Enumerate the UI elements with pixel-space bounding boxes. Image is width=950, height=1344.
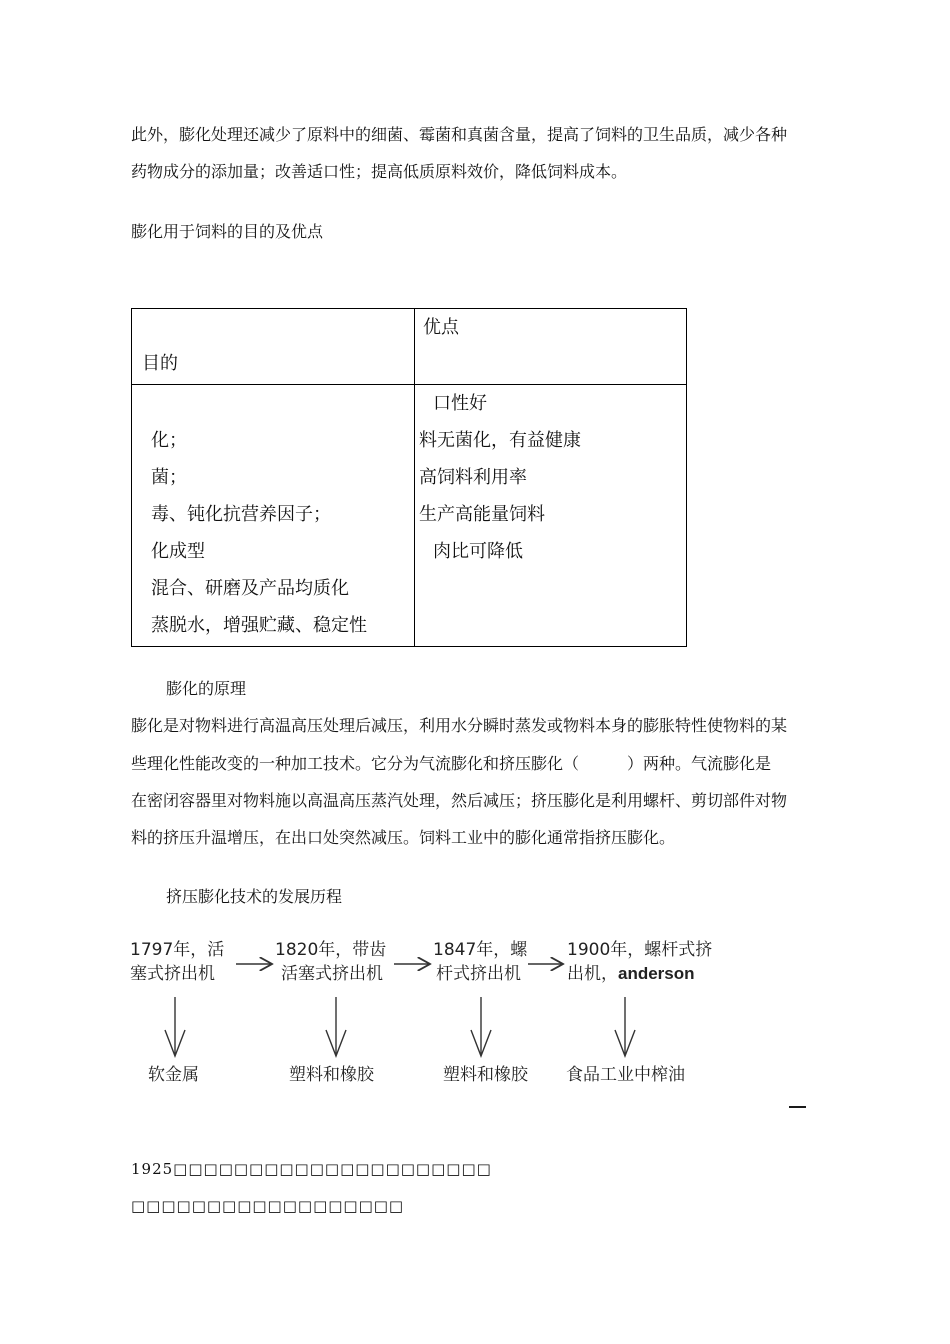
advantage-item: 口性好 — [433, 393, 487, 414]
paragraph-2-line-4: 料的挤压升温增压，在出口处突然减压。饲料工业中的膨化通常指挤压膨化。 — [131, 828, 676, 847]
purpose-item: 混合、研磨及产品均质化 — [151, 578, 349, 599]
paragraph-2-line-3: 在密闭容器里对物料施以高温高压蒸汽处理，然后减压；挤压膨化是利用螺杆、剪切部件对物 — [131, 791, 788, 810]
timeline-stage-1-year: 1797年，活 — [130, 940, 225, 960]
advantage-item: 生产高能量饲料 — [419, 504, 545, 525]
section-heading-history: 挤压膨化技术的发展历程 — [166, 887, 343, 906]
purpose-item: 化； — [151, 430, 187, 451]
footer-line-2: □□□□□□□□□□□□□□□□□□ — [131, 1197, 405, 1215]
timeline-stage-4-name — [567, 962, 695, 986]
section-heading-principle: 膨化的原理 — [166, 679, 247, 698]
advantage-item: 高饲料利用率 — [419, 467, 527, 488]
purpose-item: 菌； — [151, 467, 187, 488]
timeline-stage-4-use: 食品工业中榨油 — [566, 1065, 685, 1085]
timeline-stage-4-name-cn: 出机， — [567, 964, 618, 984]
advantage-item: 肉比可降低 — [433, 541, 523, 562]
timeline-stage-2-year: 1820年，带齿 — [275, 940, 387, 960]
footer-line-1: 1925□□□□□□□□□□□□□□□□□□□□□ — [131, 1160, 492, 1178]
timeline-stage-3-year: 1847年，螺 — [433, 940, 528, 960]
timeline-stage-1-use: 软金属 — [148, 1065, 199, 1085]
table-header-purpose: 目的 — [142, 353, 178, 374]
purpose-item: 蒸脱水，增强贮藏、稳定性 — [151, 615, 367, 636]
paragraph-1-line-2: 药物成分的添加量；改善适口性；提高低质原料效价，降低饲料成本。 — [131, 162, 628, 181]
page-dash-mark — [789, 1106, 806, 1108]
timeline-stage-3-use: 塑料和橡胶 — [443, 1065, 528, 1085]
timeline-stage-1-name: 塞式挤出机 — [130, 964, 215, 984]
timeline-stage-2-use: 塑料和橡胶 — [289, 1065, 374, 1085]
paragraph-1-line-1: 此外，膨化处理还减少了原料中的细菌、霉菌和真菌含量，提高了饲料的卫生品质，减少各种 — [131, 125, 788, 144]
table-header-advantage: 优点 — [423, 317, 459, 338]
paragraph-2-line-1: 膨化是对物料进行高温高压处理后减压，利用水分瞬时蒸发或物料本身的膨胀特性使物料的某 — [131, 716, 788, 735]
section-heading-purpose: 膨化用于饲料的目的及优点 — [131, 222, 324, 241]
purpose-item: 毒、钝化抗营养因子； — [151, 504, 331, 525]
timeline-stage-4-name-latin: anderson — [618, 964, 695, 983]
timeline-stage-4-year: 1900年，螺杆式挤 — [567, 940, 713, 960]
paragraph-2-line-2: 些理化性能改变的一种加工技术。它分为气流膨化和挤压膨化（ ）两种。气流膨化是 — [131, 754, 772, 773]
timeline-stage-3-name: 杆式挤出机 — [436, 964, 521, 984]
advantage-item: 料无菌化，有益健康 — [419, 430, 581, 451]
purpose-item: 化成型 — [151, 541, 205, 562]
timeline-stage-2-name: 活塞式挤出机 — [281, 964, 383, 984]
